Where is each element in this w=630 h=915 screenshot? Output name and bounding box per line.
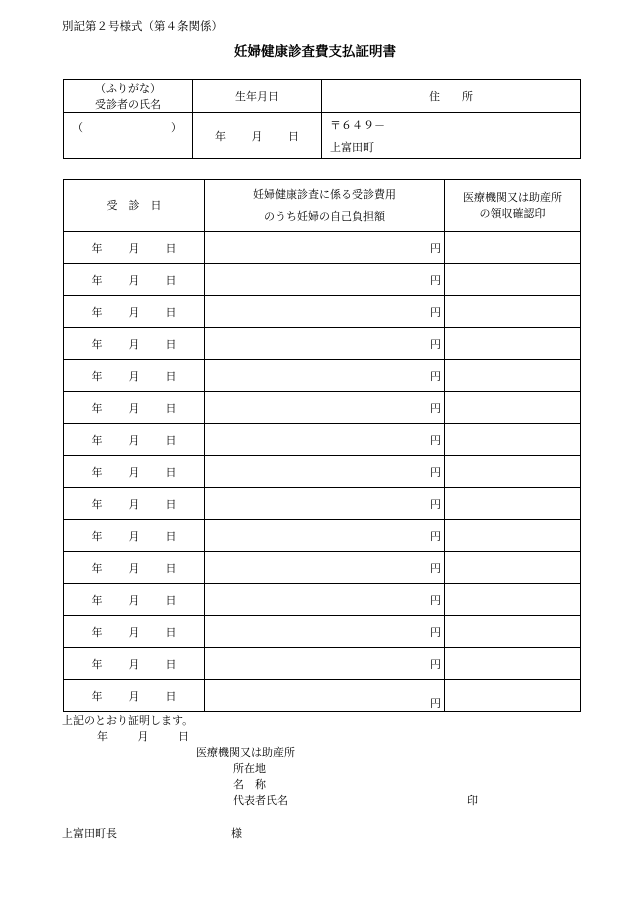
certify-day-label: 日 — [178, 730, 189, 743]
table-row — [64, 328, 581, 360]
exam-year-label: 年 — [91, 529, 103, 543]
col-header-stamp-line2: の領収確認印 — [479, 206, 546, 220]
exam-date-cell[interactable] — [64, 584, 205, 616]
certify-month-label: 月 — [137, 730, 149, 743]
institution-name-label: 名 称 — [233, 778, 266, 791]
fee-amount-cell[interactable] — [205, 264, 445, 296]
fee-amount-cell[interactable] — [205, 360, 445, 392]
table-row — [64, 456, 581, 488]
table-row — [64, 488, 581, 520]
exam-month-label: 月 — [128, 465, 140, 479]
stamp-cell[interactable] — [445, 488, 581, 520]
exam-date-cell[interactable] — [64, 296, 205, 328]
stamp-cell[interactable] — [445, 456, 581, 488]
col-header-stamp — [445, 180, 581, 232]
stamp-cell[interactable] — [445, 232, 581, 264]
stamp-cell[interactable] — [445, 680, 581, 712]
col-header-stamp-line1: 医療機関又は助産所 — [463, 190, 562, 204]
seal-mark: 印 — [467, 794, 478, 807]
fee-amount-cell[interactable] — [205, 552, 445, 584]
exam-date-cell[interactable] — [64, 648, 205, 680]
yen-unit: 円 — [430, 305, 441, 319]
location-label: 所在地 — [233, 762, 266, 775]
exam-date-cell[interactable] — [64, 616, 205, 648]
exam-month-label: 月 — [128, 561, 140, 575]
exam-year-label: 年 — [91, 433, 103, 447]
certify-statement: 上記のとおり証明します。 — [62, 714, 194, 727]
exam-year-label: 年 — [91, 593, 103, 607]
exam-date-cell[interactable] — [64, 552, 205, 584]
certify-date[interactable] — [97, 728, 189, 744]
institution-label: 医療機関又は助産所 — [196, 746, 295, 759]
stamp-cell[interactable] — [445, 264, 581, 296]
exam-day-label: 日 — [165, 593, 177, 607]
exam-month-label: 月 — [128, 529, 140, 543]
table-row — [64, 648, 581, 680]
exam-day-label: 日 — [165, 433, 177, 447]
table-row — [64, 680, 581, 712]
table-row — [64, 232, 581, 264]
postal-code: 〒６４９－ — [330, 118, 385, 132]
exam-log-table — [63, 179, 581, 712]
fee-amount-cell[interactable] — [205, 488, 445, 520]
table-row — [64, 264, 581, 296]
exam-date-cell[interactable] — [64, 680, 205, 712]
exam-year-label: 年 — [91, 273, 103, 287]
exam-month-label: 月 — [128, 241, 140, 255]
fee-amount-cell[interactable] — [205, 456, 445, 488]
exam-month-label: 月 — [128, 401, 140, 415]
table-row — [64, 296, 581, 328]
exam-year-label: 年 — [91, 465, 103, 479]
col-header-fee-line1: 妊婦健康診査に係る受診費用 — [253, 187, 396, 201]
table-row — [64, 584, 581, 616]
exam-year-label: 年 — [91, 689, 103, 703]
fee-amount-cell[interactable] — [205, 232, 445, 264]
exam-day-label: 日 — [165, 305, 177, 319]
exam-day-label: 日 — [165, 625, 177, 639]
birth-month-label: 月 — [251, 129, 263, 143]
yen-unit: 円 — [430, 337, 441, 351]
exam-day-label: 日 — [165, 337, 177, 351]
exam-day-label: 日 — [165, 657, 177, 671]
name-header — [64, 80, 193, 113]
fee-amount-cell[interactable] — [205, 616, 445, 648]
exam-month-label: 月 — [128, 593, 140, 607]
table-row — [64, 616, 581, 648]
exam-date-cell[interactable] — [64, 424, 205, 456]
exam-date-cell[interactable] — [64, 456, 205, 488]
address-header: 住 所 — [322, 80, 581, 113]
stamp-cell[interactable] — [445, 520, 581, 552]
yen-unit: 円 — [430, 625, 441, 639]
yen-unit: 円 — [430, 273, 441, 287]
table-row — [64, 424, 581, 456]
exam-day-label: 日 — [165, 465, 177, 479]
stamp-cell[interactable] — [445, 360, 581, 392]
exam-month-label: 月 — [128, 369, 140, 383]
fee-amount-cell[interactable] — [205, 680, 445, 712]
stamp-cell[interactable] — [445, 424, 581, 456]
exam-day-label: 日 — [165, 241, 177, 255]
exam-date-cell[interactable] — [64, 360, 205, 392]
certify-year-label: 年 — [97, 730, 108, 743]
birth-day-label: 日 — [288, 129, 299, 143]
fee-amount-cell[interactable] — [205, 424, 445, 456]
yen-unit: 円 — [430, 593, 441, 607]
table-row — [64, 552, 581, 584]
exam-year-label: 年 — [91, 305, 103, 319]
yen-unit: 円 — [430, 433, 441, 447]
honorific-label: 様 — [231, 827, 242, 840]
exam-day-label: 日 — [165, 561, 177, 575]
exam-year-label: 年 — [91, 401, 103, 415]
furigana-label: （ふりがな） — [95, 82, 161, 95]
town-name: 上富田町 — [330, 140, 374, 154]
birth-year-label: 年 — [215, 129, 226, 143]
exam-day-label: 日 — [165, 401, 177, 415]
paren-close: ） — [171, 121, 182, 134]
exam-day-label: 日 — [165, 497, 177, 511]
fee-amount-cell[interactable] — [205, 392, 445, 424]
exam-month-label: 月 — [128, 657, 140, 671]
fee-amount-cell[interactable] — [205, 520, 445, 552]
exam-month-label: 月 — [128, 305, 140, 319]
exam-month-label: 月 — [128, 337, 140, 351]
stamp-cell[interactable] — [445, 296, 581, 328]
yen-unit: 円 — [430, 561, 441, 575]
exam-year-label: 年 — [91, 369, 103, 383]
paren-open: （ — [72, 121, 83, 134]
birth-header: 生年月日 — [193, 80, 322, 113]
exam-month-label: 月 — [128, 689, 140, 703]
table-row — [64, 392, 581, 424]
exam-day-label: 日 — [165, 689, 177, 703]
table-row — [64, 520, 581, 552]
col-header-fee — [205, 180, 445, 232]
stamp-cell[interactable] — [445, 328, 581, 360]
yen-unit: 円 — [430, 241, 441, 255]
name-field[interactable] — [64, 113, 193, 159]
exam-month-label: 月 — [128, 273, 140, 287]
applicant-table — [63, 79, 581, 159]
exam-day-label: 日 — [165, 273, 177, 287]
yen-unit: 円 — [430, 369, 441, 383]
name-label: 受診者の氏名 — [95, 98, 161, 111]
exam-date-cell[interactable] — [64, 392, 205, 424]
col-header-date: 受 診 日 — [64, 180, 205, 232]
exam-month-label: 月 — [128, 497, 140, 511]
yen-unit: 円 — [430, 401, 441, 415]
yen-unit: 円 — [430, 529, 441, 543]
stamp-cell[interactable] — [445, 616, 581, 648]
address-field[interactable] — [322, 113, 581, 159]
exam-date-cell[interactable] — [64, 488, 205, 520]
exam-date-cell[interactable] — [64, 232, 205, 264]
yen-unit: 円 — [430, 465, 441, 479]
representative-label: 代表者氏名 — [233, 794, 288, 807]
fee-amount-cell[interactable] — [205, 296, 445, 328]
col-header-fee-line2: のうち妊婦の自己負担額 — [264, 209, 385, 223]
yen-unit: 円 — [430, 657, 441, 671]
fee-amount-cell[interactable] — [205, 328, 445, 360]
exam-day-label: 日 — [165, 369, 177, 383]
exam-year-label: 年 — [91, 497, 103, 511]
birth-field[interactable] — [193, 113, 322, 159]
stamp-cell[interactable] — [445, 392, 581, 424]
fee-amount-cell[interactable] — [205, 584, 445, 616]
exam-date-cell[interactable] — [64, 328, 205, 360]
exam-year-label: 年 — [91, 657, 103, 671]
exam-year-label: 年 — [91, 241, 103, 255]
exam-date-cell[interactable] — [64, 264, 205, 296]
yen-unit: 円 — [430, 697, 441, 710]
exam-year-label: 年 — [91, 337, 103, 351]
exam-date-cell[interactable] — [64, 520, 205, 552]
yen-unit: 円 — [430, 497, 441, 511]
stamp-cell[interactable] — [445, 552, 581, 584]
page-title: 妊婦健康診査費支払証明書 — [234, 44, 396, 60]
table-row — [64, 360, 581, 392]
stamp-cell[interactable] — [445, 648, 581, 680]
fee-amount-cell[interactable] — [205, 648, 445, 680]
exam-day-label: 日 — [165, 529, 177, 543]
exam-year-label: 年 — [91, 561, 103, 575]
exam-month-label: 月 — [128, 625, 140, 639]
form-number: 別記第２号様式（第４条関係） — [62, 19, 223, 33]
stamp-cell[interactable] — [445, 584, 581, 616]
exam-month-label: 月 — [128, 433, 140, 447]
mayor-label: 上富田町長 — [62, 827, 117, 840]
exam-year-label: 年 — [91, 625, 103, 639]
